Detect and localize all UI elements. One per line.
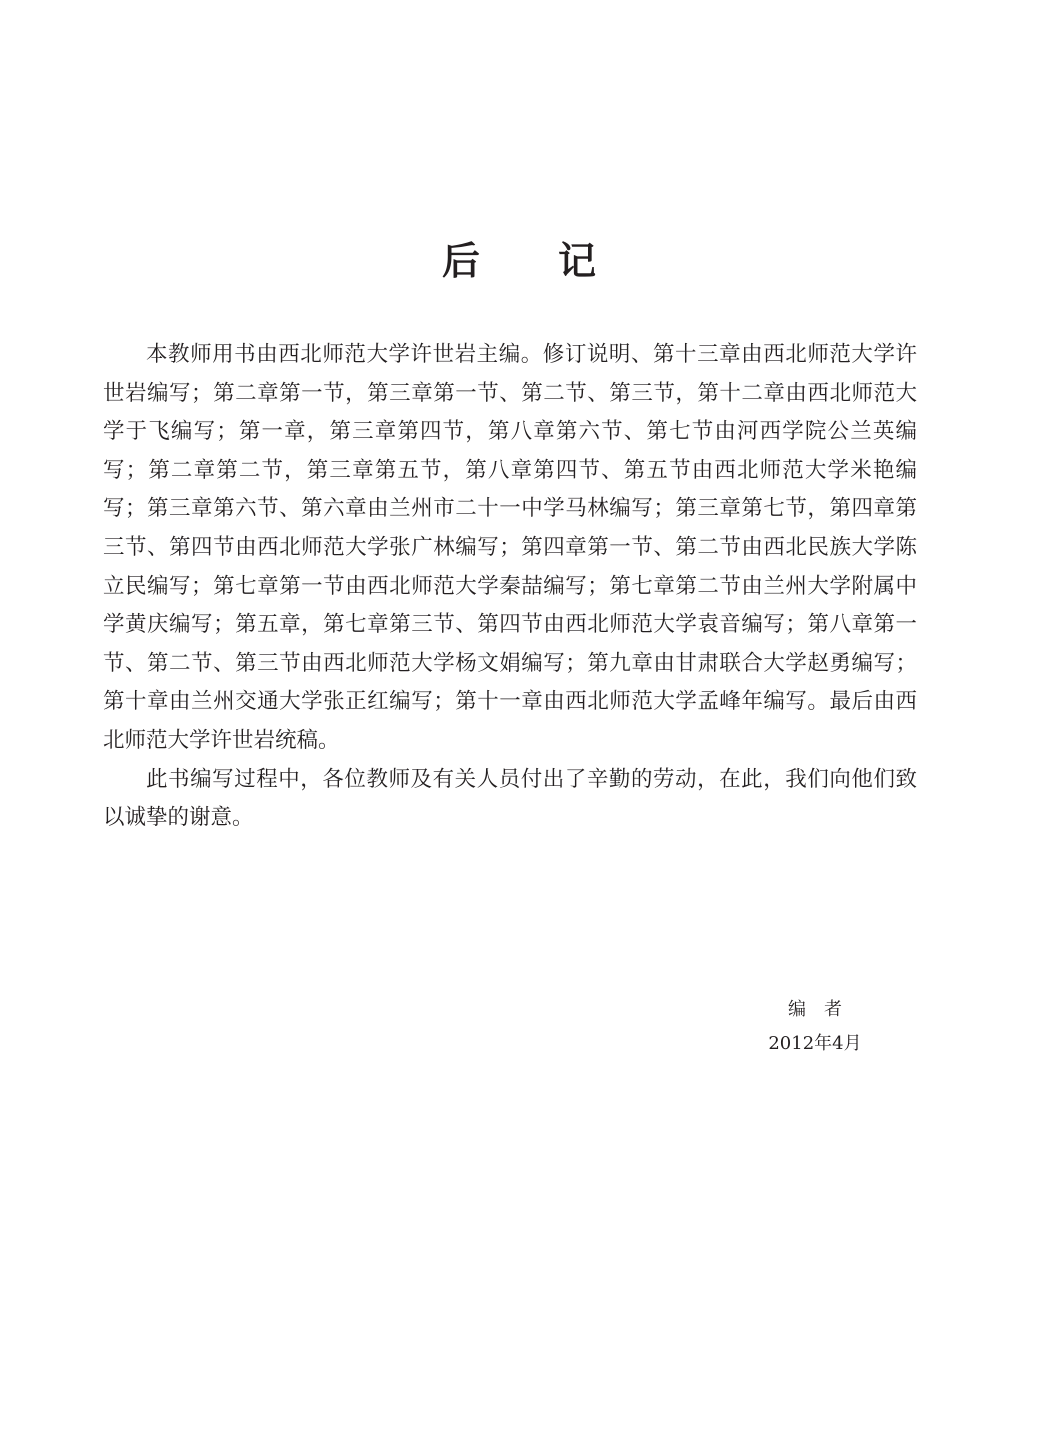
body-text (103, 336, 917, 838)
paragraph-authors: 本教师用书由西北师范大学许世岩主编。修订说明、第十三章由西北师范大学许世岩编写；第二章第一节，第三章第一节、第二节、第三节，第十二章由西北师范大学于飞编写；第一章，第三章第四节，第八章第六节、第七节由河西学院公兰英编写；第二章第二节，第三章第五节，第八章第四节、第五节由西北师范大学米艳编写；第三章第六节、第六章由兰州市二十一中学马林编写；第三章第七节，第四章第三节、第四节由西北师范大学张广林编写；第四章第一节、第二节由西北民族大学陈立民编写；第七章第一节由西北师范大学秦喆编写；第七章第二节由兰州大学附属中学黄庆编写；第五章，第七章第三节、第四节由西北师范大学袁音编写；第八章第一节、第二节、第三节由西北师范大学杨文娟编写；第九章由甘肃联合大学赵勇编写；第十章由兰州交通大学张正红编写；第十一章由西北师范大学孟峰年编写。最后由西北师范大学许世岩统稿。 (103, 342, 917, 753)
signature-block (760, 993, 870, 1061)
page-title: 后记 (441, 239, 674, 283)
signature-author: 编者 (788, 999, 860, 1020)
paragraph-acknowledgement: 此书编写过程中，各位教师及有关人员付出了辛勤的劳动，在此，我们向他们致以诚挚的谢意。 (103, 766, 917, 831)
signature-date: 2012年4月 (768, 1033, 862, 1054)
